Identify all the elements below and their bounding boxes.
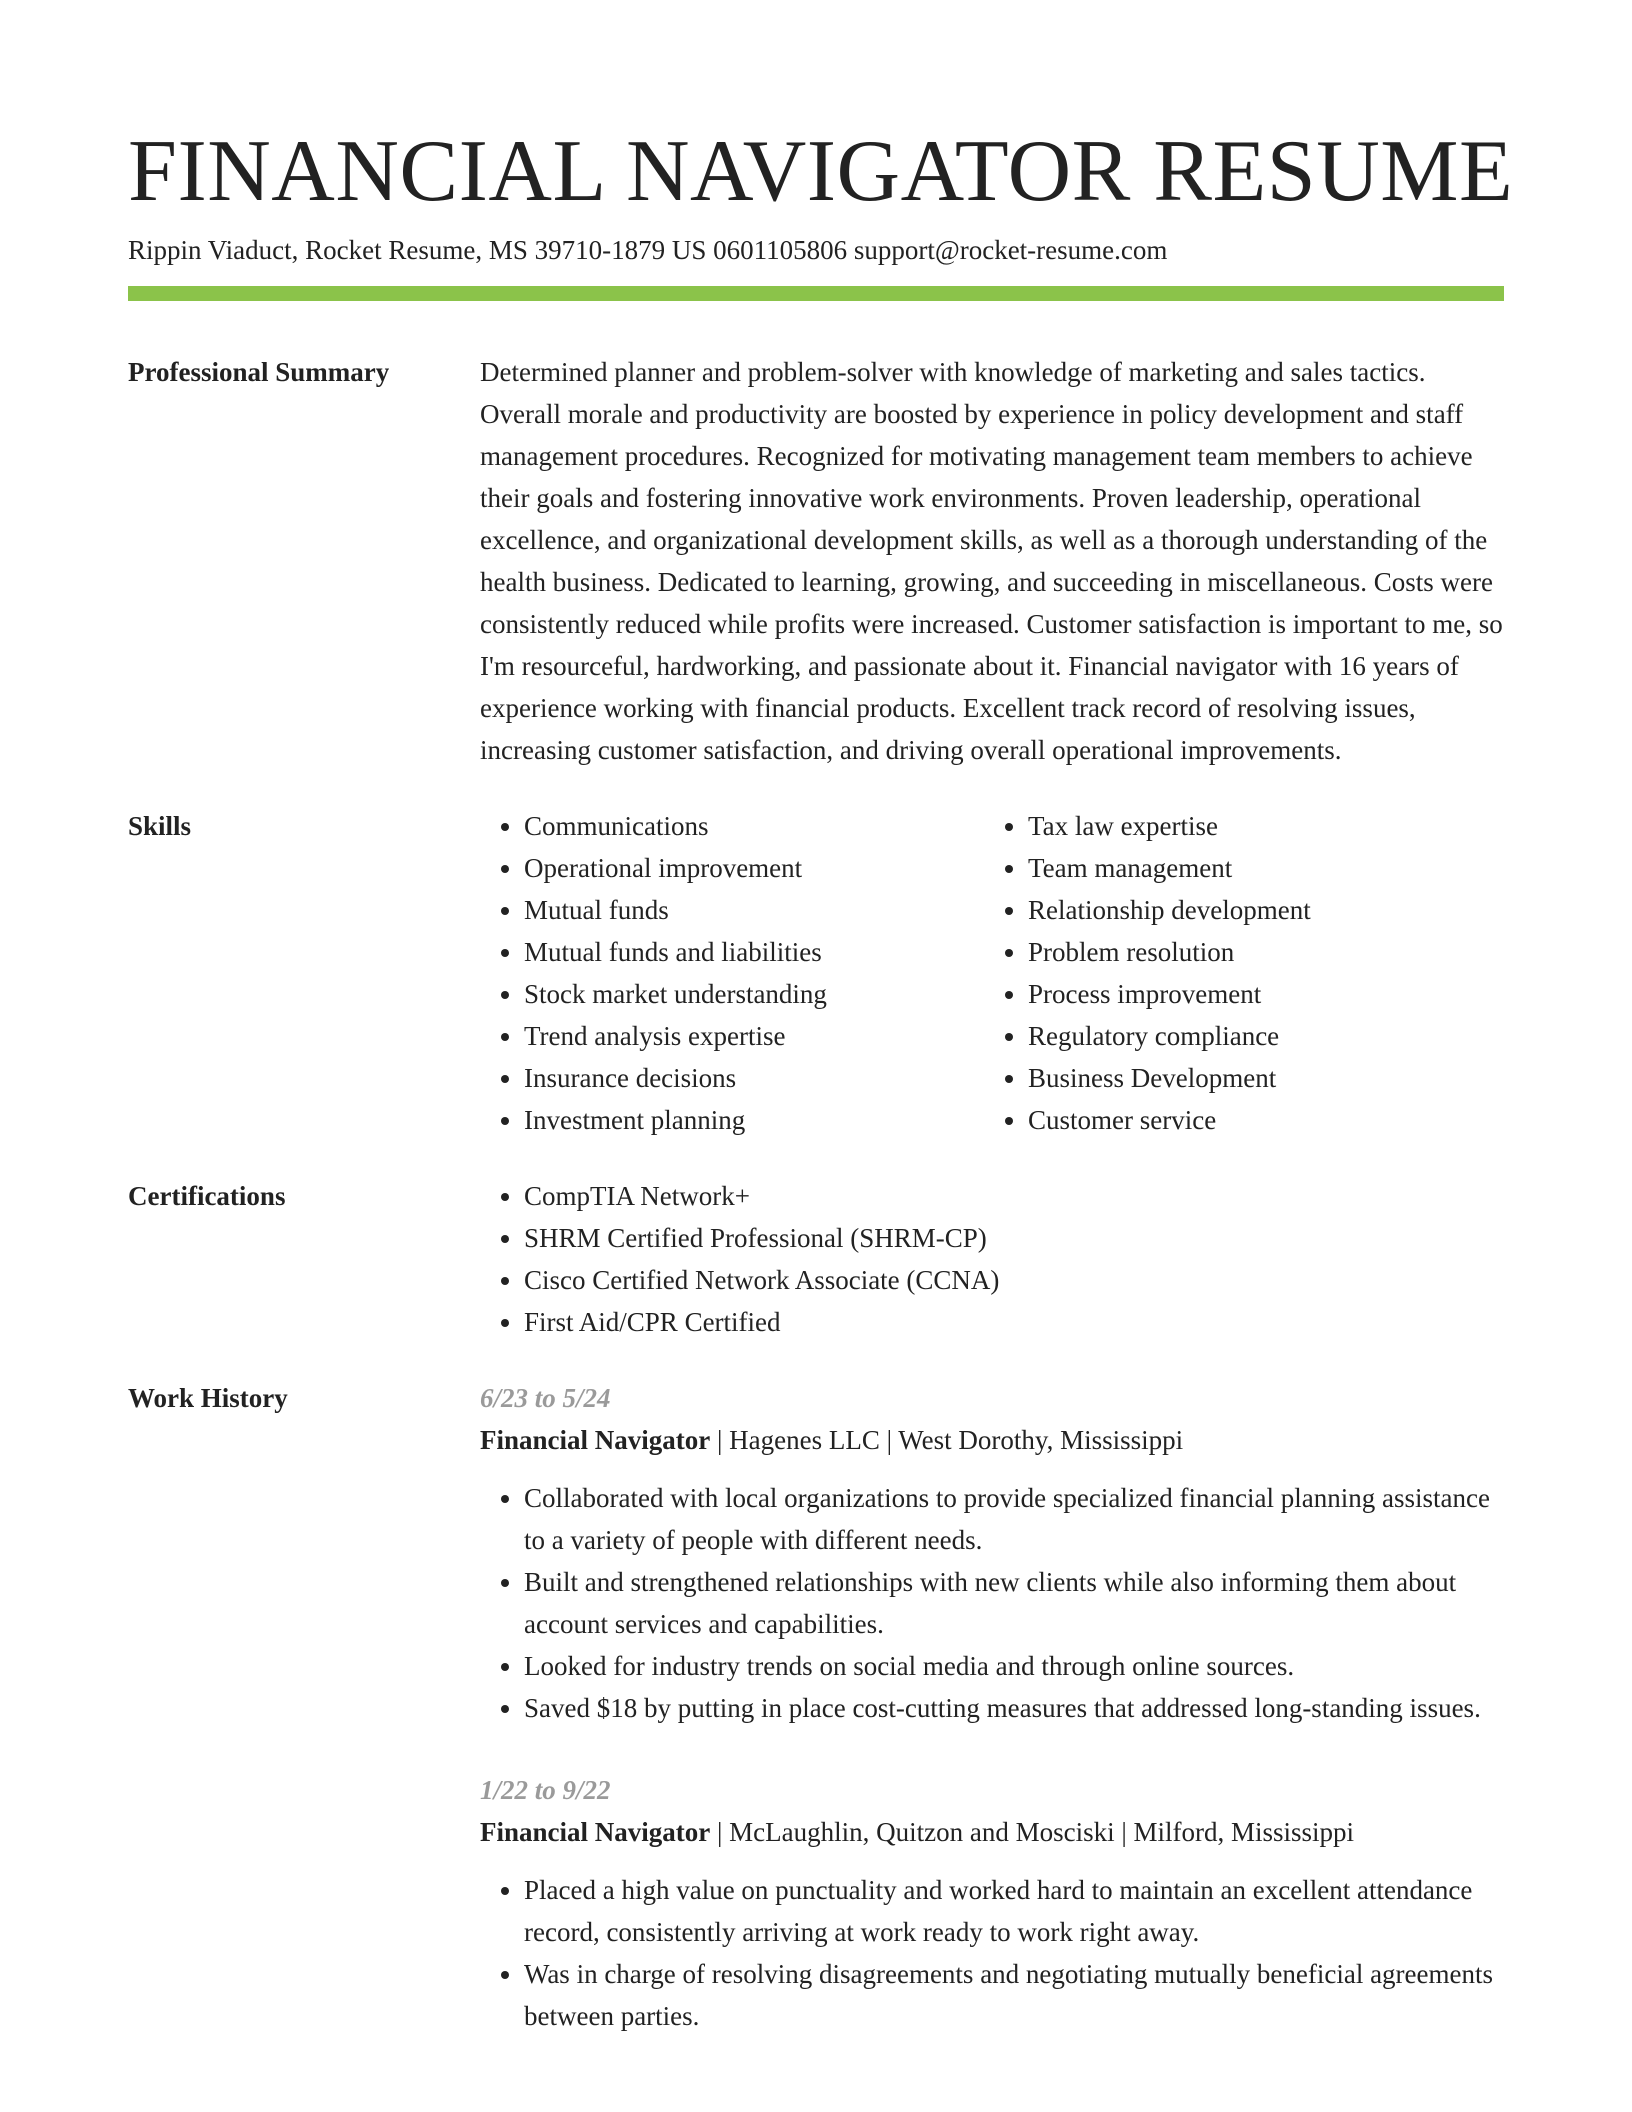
skill-item: • Mutual funds and liabilities: [524, 931, 984, 973]
skills-grid: [480, 805, 1504, 1141]
section-label: Professional Summary: [128, 357, 390, 387]
skill-item: • Business Development: [1028, 1057, 1488, 1099]
job-bullet: • Saved $18 by putting in place cost-cutting measures that addressed long-standing issues.: [524, 1687, 1504, 1729]
skill-item: • Regulatory compliance: [1028, 1015, 1488, 1057]
job-bullet: • Looked for industry trends on social media and through online sources.: [524, 1645, 1504, 1687]
job-entry: [480, 1377, 1504, 1729]
section-work-history: [128, 1377, 1504, 2077]
skill-item: • Investment planning: [524, 1099, 984, 1141]
job-bullet: • Built and strengthened relationships with new clients while also informing them about account services and capabilities.: [524, 1561, 1504, 1645]
section-certifications: [128, 1175, 1504, 1343]
header-divider: [128, 286, 1504, 301]
section-skills: [128, 805, 1504, 1141]
job-title: Financial Navigator: [480, 1817, 711, 1847]
certification-item: • SHRM Certified Professional (SHRM-CP): [524, 1217, 1504, 1259]
skill-item: • Stock market understanding: [524, 973, 984, 1015]
skill-item: • Operational improvement: [524, 847, 984, 889]
skill-item: • Customer service: [1028, 1099, 1488, 1141]
skills-list-left: [480, 805, 984, 1141]
job-details: | McLaughlin, Quitzon and Mosciski | Milford, Mississippi: [710, 1817, 1355, 1847]
skills-list-right: [984, 805, 1488, 1141]
section-body: [480, 1377, 1504, 2077]
skill-item: • Insurance decisions: [524, 1057, 984, 1099]
skill-item: • Communications: [524, 805, 984, 847]
skill-item: • Tax law expertise: [1028, 805, 1488, 847]
skill-item: • Team management: [1028, 847, 1488, 889]
certification-item: • CompTIA Network+: [524, 1175, 1504, 1217]
section-body: [480, 1175, 1504, 1343]
job-bullets: [480, 1869, 1504, 2037]
skill-item: • Relationship development: [1028, 889, 1488, 931]
skill-item: • Problem resolution: [1028, 931, 1488, 973]
summary-text: Determined planner and problem-solver with knowledge of marketing and sales tactics. Overall morale and productivity are boosted by experience in policy development and staff management procedures. Recognized for motivating management team members to achieve their goals and fostering innovative work environments. Proven leadership, operational excellence, and organizational development skills, as well as a thorough understanding of the health business. Dedicated to learning, growing, and succeeding in miscellaneous. Costs were consistently reduced while profits were increased. Customer satisfaction is important to me, so I'm resourceful, hardworking, and passionate about it. Financial navigator with 16 years of experience working with financial products. Excellent track record of resolving issues, increasing customer satisfaction, and driving overall operational improvements.: [480, 357, 1503, 765]
job-dates: 1/22 to 9/22: [480, 1775, 611, 1805]
skill-item: • Trend analysis expertise: [524, 1015, 984, 1057]
section-body: [480, 351, 1504, 771]
job-heading: [480, 1419, 1504, 1461]
job-bullet: • Placed a high value on punctuality and worked hard to maintain an excellent attendance record, consistently arriving at work ready to work right away.: [524, 1869, 1504, 1953]
job-entry: [480, 1769, 1504, 2037]
resume-sections: [128, 351, 1504, 2111]
contact-info: Rippin Viaduct, Rocket Resume, MS 39710-1879 US 0601105806 support@rocket-resume.com: [128, 235, 1168, 265]
job-bullets: [480, 1477, 1504, 1729]
certification-item: • Cisco Certified Network Associate (CCNA): [524, 1259, 1504, 1301]
job-bullet: • Collaborated with local organizations to provide specialized financial planning assistance to a variety of people with different needs.: [524, 1477, 1504, 1561]
skill-item: • Mutual funds: [524, 889, 984, 931]
job-details: | Hagenes LLC | West Dorothy, Mississippi: [710, 1425, 1184, 1455]
section-label: Skills: [128, 811, 192, 841]
job-bullet: • Was in charge of resolving disagreements and negotiating mutually beneficial agreements between parties.: [524, 1953, 1504, 2037]
job-dates: 6/23 to 5/24: [480, 1383, 611, 1413]
section-label: Certifications: [128, 1181, 286, 1211]
skill-item: • Process improvement: [1028, 973, 1488, 1015]
certifications-list: [480, 1175, 1504, 1343]
certification-item: • First Aid/CPR Certified: [524, 1301, 1504, 1343]
section-professional-summary: [128, 351, 1504, 771]
job-title: Financial Navigator: [480, 1425, 711, 1455]
resume-title: FINANCIAL NAVIGATOR RESUME: [128, 123, 1514, 220]
job-heading: [480, 1811, 1504, 1853]
section-label: Work History: [128, 1383, 288, 1413]
